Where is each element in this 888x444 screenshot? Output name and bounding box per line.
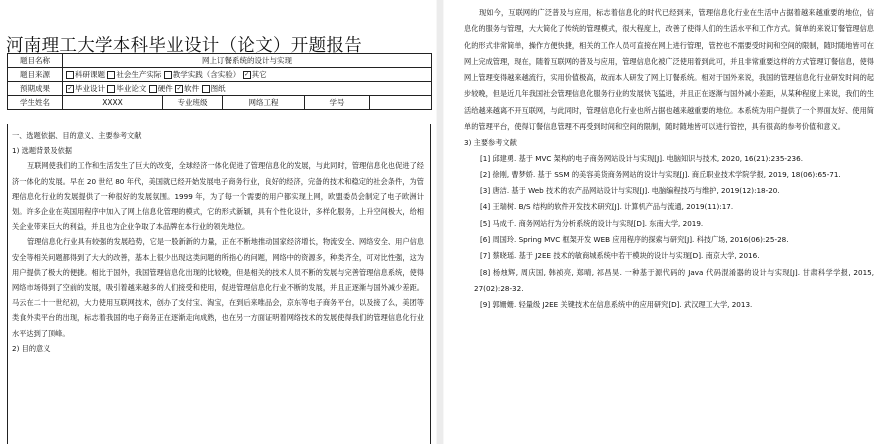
references-heading: 3) 主要参考文献 — [464, 138, 517, 148]
source-option[interactable]: 社会生产实际 — [107, 70, 161, 79]
result-options — [63, 82, 432, 96]
checkbox-checked[interactable]: ✓ — [176, 85, 182, 92]
reference-item: [2] 徐刚, 曹梦娇. 基于 SSM 的美容美货商务网站的设计与实现[J]. 商丘职业技术学院学报, 2019, 18(06):65-71. — [480, 169, 841, 179]
result-option[interactable]: ✓ 软件 — [176, 84, 200, 93]
source-row — [8, 68, 432, 82]
source-option[interactable]: 科研课题 — [66, 70, 105, 79]
reference-item: [5] 马成千. 商务网站行为分析系统的设计与实现[D]. 东南大学, 2019. — [480, 218, 704, 228]
name-value: XXXX — [63, 96, 163, 110]
checkbox-checked[interactable]: ✓ — [67, 85, 73, 92]
name-label: 学生姓名 — [8, 96, 63, 110]
result-option[interactable]: ✓ 毕业设计 — [67, 84, 105, 93]
subheading-background: 1) 选题背景及依据 — [12, 146, 72, 156]
paragraph: 管理信息化行业具有较强的发展趋势，它是一股新新的力量，正在不断地推动国家经济增长，物流安全、网络安全、用户信息安全等相关问题都得到了大大的改善，基本上很少出现这类问题的所指心的问题，网络中的资源多，种类齐全，可对比性强，这为用户提供了极大的便捷。相比于国外，我国管理信息化出现的比较晚，但是相关的技术人员不断的发展与完善管理信息系统，使得网络市场得到了空前的发展，吸引着越来越多的人们接受和使用，促进管理信息化行业不断的发展，并且正逐渐与国外减少差距。马云在二十一世纪初，大力使用互联网技术，创办了支付宝、淘宝，在到后来唯品会，京东等电子商务平台，以及接了么，美团等类食外卖平台的出现，标志着我国的电子商务正在逐渐走向成熟，也在另一方面证明着网络技术的发展使得我们的管理信息化行业水平达到了顶峰。 — [12, 237, 424, 338]
report-title: 河南理工大学本科毕业设计（论文）开题报告 — [6, 36, 362, 56]
topic-value: 网上订餐系统的设计与实现 — [63, 54, 432, 68]
id-label: 学号 — [305, 96, 370, 110]
major-label: 专业班级 — [163, 96, 223, 110]
checkbox[interactable] — [149, 85, 157, 93]
paragraph: 互联网使我们的工作和生活发生了巨大的改变，全球经济一体化促进了管理信息化的发展，与此同时，管理信息化也促进了经济一体化的发展。早在 20 世纪 80 年代，美国就已经开始发展电子商务行业，良好的经济，完备的技术和稳定的社会条件，为管理信息化行业的发展提供了一种很好的发展氛围。1999 年，为了每一个需要的用户都实现上网，欧盟委员会制定了电子欧洲计划。许多企业在英国用程序中加入了网上信息化管理的模式，它的形式新颖，具有个性化设计，多样化服务，上升空间极大，给相关企业带来巨大的利益，并且也为企业争取了本品牌在本行业的领先地位。 — [12, 161, 424, 232]
source-option[interactable]: ✓ 其它 — [244, 70, 267, 79]
reference-item: [9] 郭姗姗. 轻量级 J2EE 关键技术在信息系统中的应用研究[D]. 武汉理工大学, 2013. — [480, 300, 753, 310]
result-option[interactable]: 硬件 — [149, 84, 173, 93]
topic-label: 题目名称 — [8, 54, 63, 68]
reference-item: [6] 周国玲. Spring MVC 框架开发 WEB 应用程序的探索与研究[J]. 科技广场, 2016(06):25-28. — [480, 235, 789, 245]
page-divider — [437, 0, 443, 444]
checkbox[interactable] — [107, 85, 115, 93]
checkbox[interactable] — [66, 71, 74, 79]
result-option[interactable]: 图纸 — [202, 84, 226, 93]
reference-item: [7] 蔡晓瑶. 基于 J2EE 技术的敏商城系统中若干模块的设计与实现[D]. 南京大学, 2016. — [480, 251, 760, 261]
reference-item: [1] 邱建勇. 基于 MVC 架构的电子商务网站设计与实现[J]. 电脑知识与技术, 2020, 16(21):235-236. — [480, 153, 803, 163]
reference-item: [8] 杨烛辉, 周庆国, 韩祯亮, 郑晴, 祁昌昊. 一种基于源代码的 Java 代码混淆器的设计与实现[J]. 甘肃科学学报, 2015, 27(02):28-32. — [474, 267, 874, 293]
id-value — [370, 96, 432, 110]
source-options — [63, 68, 432, 82]
checkbox-checked[interactable]: ✓ — [244, 71, 250, 78]
source-label: 题目来源 — [8, 68, 63, 82]
checkbox[interactable] — [107, 71, 115, 79]
result-label: 预期成果 — [8, 82, 63, 96]
paragraph: 现如今，互联网的广泛普及与应用，标志着信息化的时代已经到来，管理信息化行业在生活中占据着越来越重要的地位，信息化的服务与管理，大大简化了传统的管理模式，很大程度上，改善了使得人们的生活水平和工作方式。简单的来说订餐管理信息化的形式非常简单，操作方便快捷，相关的工作人员可直接在网上进行管理，管控也不需要受时间和空间的限制，随时随地皆可在网上完成管理，现在，随着互联网的普及与应用，管理信息化被广泛使用着到此可，并且非常重要这样的方式管理订餐信息，使得网上管理变得越来越流行，实用价值极高，故而本人研发了网上订餐系统。相对于国外来说，我国的管理信息化行业研发时间的起步较晚，但是近几年我国社会管理信息化服务行业的发展快飞猛进，并且正在逐渐与国外减小差距，从某种程度上来说，我们的生活给越来越离不开互联网，与此同时，管理信息化行业也所占据也越来越重要的地位。本系统为用户提供了一个界面友好、使用简单的管理平台，使得订餐信息管理不再受到时间和空间的限制，随时随地皆可以进行管控，具有很高的参考价值和意义。 — [464, 8, 874, 132]
student-row — [8, 96, 432, 110]
subheading-purpose: 2) 目的意义 — [12, 343, 51, 353]
section-heading: 一、选题依据、目的意义、主要参考文献 — [12, 131, 142, 140]
right-page — [444, 0, 888, 444]
reference-item: [3] 唐洁. 基于 Web 技术的农产品网站设计与实现[J]. 电脑编程技巧与维护, 2019(12):18-20. — [480, 186, 780, 196]
report-body — [7, 124, 431, 444]
result-row — [8, 82, 432, 96]
checkbox[interactable] — [202, 85, 210, 93]
topic-row — [8, 54, 432, 68]
source-option[interactable]: 教学实践（含实验） — [164, 70, 241, 79]
reference-item: [4] 王瑞树. B/S 结构的软件开发技术研究[J]. 计算机产品与流通, 2019(11):17. — [480, 202, 734, 212]
major-value: 网络工程 — [223, 96, 305, 110]
report-body-continued — [464, 5, 874, 314]
result-option[interactable]: 毕业论文 — [107, 84, 146, 93]
checkbox[interactable] — [164, 71, 172, 79]
info-table — [7, 53, 432, 110]
left-page — [0, 0, 436, 444]
